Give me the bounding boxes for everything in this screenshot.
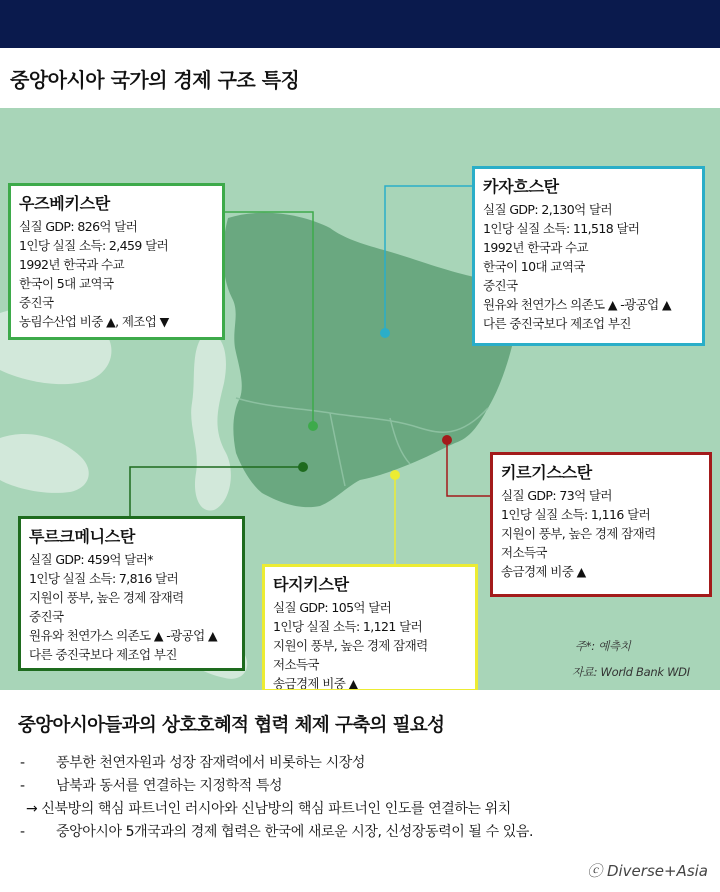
bullet-dash: - (20, 755, 25, 771)
caspian-sea (191, 333, 231, 511)
uzbekistan-trade: 한국이 5대 교역국 (19, 276, 114, 291)
kyrgyzstan-info-box (490, 452, 712, 597)
arrow-text: → 신북방의 핵심 파트너인 러시아와 신남방의 핵심 파트너인 인도를 연결하는 위치 (26, 801, 511, 817)
turkmenistan-potential: 지원이 풍부, 높은 경제 잠재력 (29, 590, 184, 605)
kazakhstan-trade: 한국이 10대 교역국 (483, 259, 585, 274)
uzbekistan-gdp: 실질 GDP: 826억 달러 (19, 219, 138, 234)
tajikistan-potential: 지원이 풍부, 높은 경제 잠재력 (273, 638, 428, 653)
uzbekistan-info-box (8, 183, 225, 340)
kyrgyzstan-potential: 지원이 풍부, 높은 경제 잠재력 (501, 526, 656, 541)
kyrgyzstan-income: 1인당 실질 소득: 1,116 달러 (501, 507, 651, 522)
kyrgyzstan-income-level: 저소득국 (501, 545, 547, 560)
map (0, 108, 720, 690)
source-note: 자료: World Bank WDI (572, 665, 690, 679)
kyrgyzstan-connector (447, 440, 490, 496)
page-title: 중앙아시아 국가의 경제 구조 특징 (10, 68, 300, 92)
estimate-note: 주*: 예측치 (575, 639, 631, 653)
bullet-text: 중앙아시아 5개국과의 경제 협력은 한국에 새로운 시장, 신성장동력이 될 수 있음. (56, 824, 534, 840)
bullet-item (20, 821, 710, 844)
kazakhstan-income-level: 중진국 (483, 278, 518, 293)
kazakhstan-manufacturing: 다른 중진국보다 제조업 부진 (483, 316, 631, 331)
bullet-text: 남북과 동서를 연결하는 지정학적 특성 (56, 778, 283, 794)
kazakhstan-marker (380, 328, 390, 338)
tajikistan-name: 타지키스탄 (273, 575, 349, 594)
kazakhstan-relations: 1992년 한국과 수교 (483, 240, 589, 255)
kazakhstan-resource: 원유와 천연가스 의존도 ▲ -광공업 ▲ (483, 297, 671, 312)
tajikistan-income: 1인당 실질 소득: 1,121 달러 (273, 619, 423, 634)
bullet-dash: - (20, 778, 25, 794)
uzbekistan-marker (308, 421, 318, 431)
mediterranean-sea (0, 434, 89, 493)
turkmenistan-income-level: 중진국 (29, 609, 64, 624)
header-bar (0, 0, 720, 48)
bullet-dash: - (20, 824, 25, 840)
turkmenistan-gdp: 실질 GDP: 459억 달러* (29, 552, 153, 567)
turkmenistan-manufacturing: 다른 중진국보다 제조업 부진 (29, 647, 177, 662)
tajikistan-income-level: 저소득국 (273, 657, 319, 672)
turkmenistan-income: 1인당 실질 소득: 7,816 달러 (29, 571, 179, 586)
section-subtitle: 중앙아시아들과의 상호호혜적 협력 체제 구축의 필요성 (18, 715, 445, 736)
bullet-text: 풍부한 천연자원과 성장 잠재력에서 비롯하는 시장성 (56, 755, 365, 771)
bullet-item (20, 752, 710, 775)
uzbekistan-income-level: 중진국 (19, 295, 54, 310)
kyrgyzstan-gdp: 실질 GDP: 73억 달러 (501, 488, 612, 503)
turkmenistan-info-box (18, 516, 245, 671)
kyrgyzstan-marker (442, 435, 452, 445)
turkmenistan-marker (298, 462, 308, 472)
kazakhstan-name: 카자흐스탄 (483, 177, 559, 196)
copyright-credit: ⓒ Diverse+Asia (587, 862, 708, 880)
uzbekistan-industry: 농림수산업 비중 ▲, 제조업 ▼ (19, 314, 169, 329)
bullet-list (20, 752, 710, 844)
turkmenistan-name: 투르크메니스탄 (29, 527, 136, 546)
kazakhstan-info-box (472, 166, 705, 346)
kyrgyzstan-remittance: 송금경제 비중 ▲ (501, 564, 586, 579)
tajikistan-gdp: 실질 GDP: 105억 달러 (273, 600, 392, 615)
uzbekistan-name: 우즈베키스탄 (19, 194, 110, 213)
tajikistan-marker (390, 470, 400, 480)
uzbekistan-income: 1인당 실질 소득: 2,459 달러 (19, 238, 169, 253)
tajikistan-info-box (262, 564, 478, 690)
turkmenistan-resource: 원유와 천연가스 의존도 ▲ -광공업 ▲ (29, 628, 217, 643)
kyrgyzstan-name: 키르기스스탄 (501, 463, 592, 482)
tajikistan-remittance: 송금경제 비중 ▲ (273, 676, 358, 690)
kazakhstan-income: 1인당 실질 소득: 11,518 달러 (483, 221, 640, 236)
uzbekistan-relations: 1992년 한국과 수교 (19, 257, 125, 272)
kazakhstan-gdp: 실질 GDP: 2,130억 달러 (483, 202, 612, 217)
bullet-item (20, 775, 710, 798)
